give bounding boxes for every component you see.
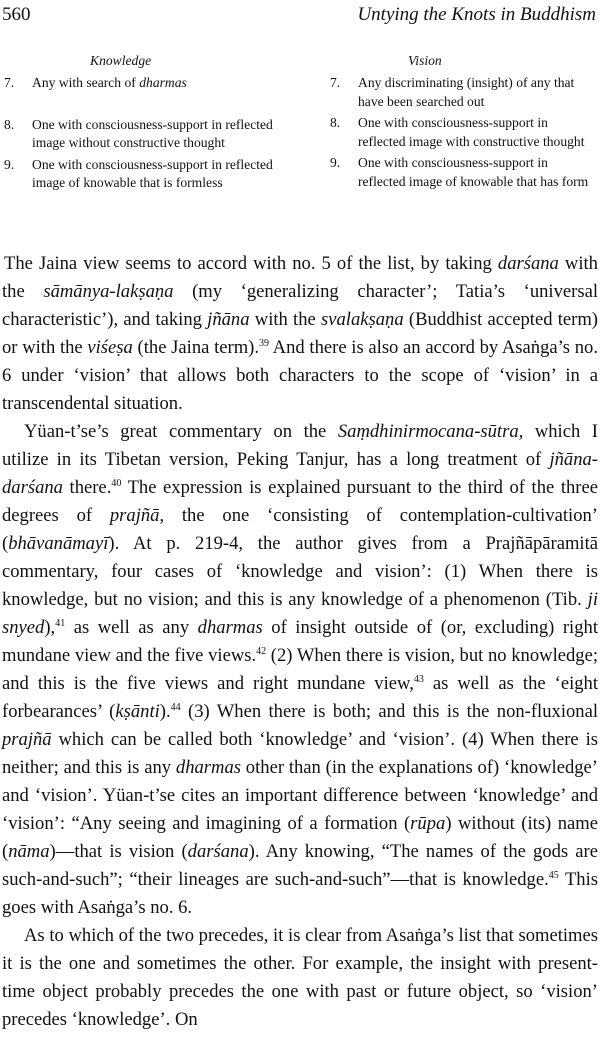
footnote-ref: 39	[259, 337, 269, 349]
page-number: 560	[2, 4, 31, 25]
text-span: which can be called both ‘knowledge’ and ‘vision’. (4) When there is neither; and this is any	[2, 729, 598, 778]
footnote-ref: 41	[55, 617, 66, 629]
italic-term: prajñā	[2, 729, 52, 750]
text-span: ) without (its) name (	[2, 813, 598, 862]
italic-term: rūpa	[410, 813, 446, 834]
page-header	[0, 4, 600, 34]
vision-heading: Vision	[408, 53, 442, 68]
text-span: And there is also an accord by Asaṅga’s no. 6 under ‘vision’ that allows both characters to the scope of ‘vision’ in a transcendental situation.	[2, 337, 598, 414]
italic-term: dharmas	[197, 617, 263, 638]
list-item	[330, 114, 598, 151]
item-text: Any with search of dharmas	[32, 75, 187, 90]
text-span: which I utilize in its Tibetan version, Peking Tanjur, has a long treatment of	[2, 421, 598, 470]
text-span: of insight outside of (or, excluding) right mundane view and the five views.	[2, 617, 598, 666]
text-span: (3) When there is both; and this is the non-fluxional	[180, 701, 598, 722]
italic-term: bhāvanāmayī	[8, 533, 109, 554]
italic-term: jñāna	[207, 309, 250, 330]
text-span: This goes with Asaṅga’s no. 6.	[2, 869, 599, 918]
item-number: 8.	[4, 116, 15, 132]
paragraph-jaina-view	[2, 250, 598, 418]
item-text: One with consciousness-support in reflected image of knowable that is formless	[32, 156, 273, 190]
italic-term: Saṃdhinirmocana-sūtra,	[337, 421, 524, 442]
item-text: One with consciousness-support in reflected image with constructive thought	[358, 115, 585, 149]
knowledge-column	[4, 52, 304, 196]
item-number: 9.	[4, 156, 15, 172]
text-span: (the Jaina term).	[132, 337, 259, 358]
italic-term: dharmas	[175, 757, 241, 778]
text-span: ). Any knowing, “The names of the gods are such-and-such”; “their lineages are such-and-such”—that is knowledge.	[2, 841, 598, 890]
item-number: 7.	[330, 75, 341, 90]
item-number: 8.	[330, 115, 341, 130]
list-item	[4, 74, 304, 93]
text-span: other than (in the explanations of) ‘knowledge’ and ‘vision’. Yüan-t’se cites an important difference between ‘knowledge’ and ‘vision’: “Any seeing and imagining of a formation (	[2, 757, 598, 834]
italic-term: kṣānti	[115, 701, 160, 722]
footnote-ref: 40	[111, 477, 122, 489]
italic-term: prajñā	[109, 505, 160, 526]
italic-term: nāma	[8, 841, 50, 862]
body-text	[2, 250, 598, 1034]
footnote-ref: 45	[548, 869, 559, 881]
item-text: Any discriminating (insight) of any that have been searched out	[358, 75, 575, 109]
text-span: (my ‘generalizing character’; Tatia’s ‘universal characteristic’), and taking	[2, 281, 598, 330]
paragraph-precedence	[2, 922, 598, 1034]
text-span: ),	[44, 617, 56, 638]
italic-term: darśana	[497, 253, 559, 274]
italic-term: viśeṣa	[87, 337, 133, 358]
item-text: One with consciousness-support in reflected image of knowable that has form	[358, 155, 589, 189]
text-span: ). At p. 219-4, the author gives from a Prajñāpāramitā commentary, four cases of ‘knowledge and vision’: (1) When there is knowledge, but no vision; and this is any knowledge of a phenomenon (Tib.	[2, 533, 598, 610]
running-title: Untying the Knots in Buddhism	[357, 4, 596, 25]
vision-column	[330, 52, 598, 194]
footnote-ref: 42	[256, 645, 267, 657]
italic-term: sāmānya-lakṣaṇa	[43, 281, 174, 302]
item-text: One with consciousness-support in reflected image without constructive thought	[32, 116, 273, 150]
text-span: there.	[62, 477, 112, 498]
text-span: (Buddhist accepted term) or with the	[2, 309, 599, 358]
item-number: 7.	[4, 75, 15, 90]
paragraph-yuan-tse	[2, 418, 598, 922]
text-span: with the	[2, 253, 598, 302]
italic-term: dharmas	[139, 75, 187, 90]
text-span: ).	[159, 701, 171, 722]
knowledge-heading: Knowledge	[90, 53, 152, 68]
list-item	[4, 156, 304, 193]
list-item	[4, 116, 304, 153]
footnote-ref: 44	[170, 701, 181, 713]
italic-term: darśana	[187, 841, 249, 862]
item-number: 9.	[330, 155, 341, 170]
text-span: , the one ‘consisting of contemplation-cultivation’ (	[2, 505, 598, 554]
italic-term: ji snyed	[2, 589, 598, 638]
text-span: )—that is vision (	[49, 841, 188, 862]
italic-term: jñāna-darśana	[2, 449, 598, 498]
text-span: The expression is explained pursuant to the third of the three degrees of	[2, 477, 598, 526]
text-span: Yüan-t’se’s great commentary on the	[24, 421, 338, 442]
footnote-ref: 43	[413, 673, 424, 685]
text-span: as well as any	[65, 617, 198, 638]
list-item	[330, 74, 598, 111]
italic-term: svalakṣaṇa	[321, 309, 404, 330]
text-span: with the	[249, 309, 322, 330]
list-item	[330, 154, 598, 191]
text-span: (2) When there is vision, but no knowledge; and this is the five views and right mundane view,	[2, 645, 598, 694]
text-span: as well as the ‘eight forbearances’ (	[2, 673, 599, 722]
text-span: As to which of the two precedes, it is clear from Asaṅga’s list that sometimes it is the one and sometimes the other. For example, the insight with present-time object probably precedes the one with past or future object, so ‘vision’ precedes ‘knowledge’. On	[2, 925, 598, 1030]
text-span: The Jaina view seems to accord with no. 5 of the list, by taking	[4, 253, 498, 274]
